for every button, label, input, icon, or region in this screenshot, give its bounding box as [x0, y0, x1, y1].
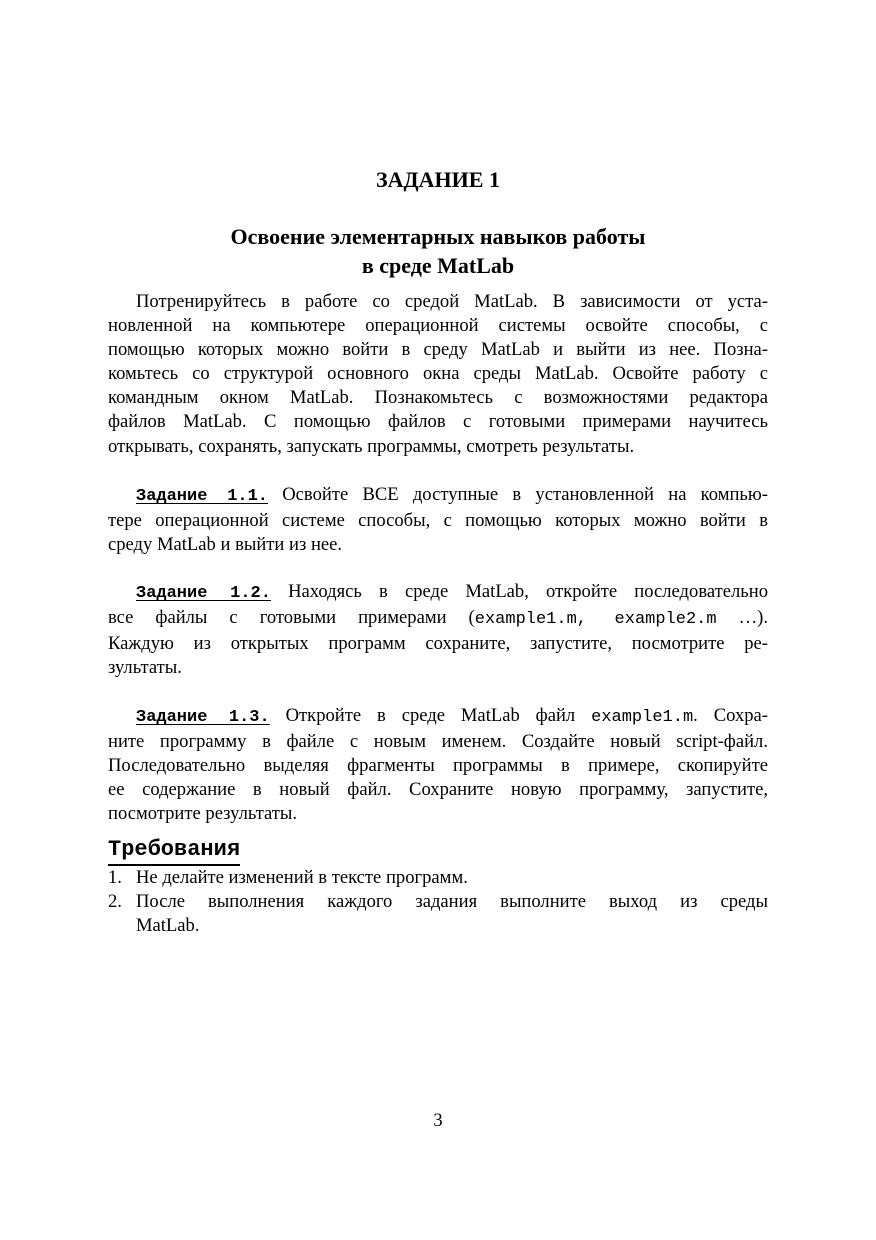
- task-1-1-line: [108, 483, 768, 509]
- subtitle-line-1: Освоение элементарных навыков работы: [230, 224, 646, 249]
- task-1-2-text: Находясь в среде MatLab, откройте последовательно: [270, 581, 768, 602]
- task-1-3-line: ее содержание в новый файл. Сохраните новую программу, запустите,: [108, 779, 768, 801]
- list-item-text: MatLab.: [136, 915, 200, 937]
- requirements-list: [108, 866, 768, 938]
- task-1-1-text: Освойте ВСЕ доступные в установленной на компью-: [268, 484, 768, 505]
- task-1-3-line: ните программу в файле с новым именем. Создайте новый script-файл.: [108, 731, 768, 753]
- intro-line: Потренируйтесь в работе со средой MatLab. В зависимости от уста-: [136, 291, 768, 312]
- task-1-2-text: …).: [716, 607, 768, 629]
- page-number: 3: [433, 1110, 443, 1131]
- task-1-2-line: [108, 606, 768, 632]
- intro-line: файлов MatLab. С помощью файлов с готовыми примерами научитесь: [108, 411, 768, 433]
- list-item: [108, 866, 768, 890]
- task-subtitle: [108, 222, 768, 280]
- task-1-2-line: Каждую из открытых программ сохраните, запустите, посмотрите ре-: [108, 633, 768, 655]
- task-1-1-label: Задание 1.1.: [136, 487, 269, 506]
- list-item-text: Не делайте изменений в тексте программ.: [136, 867, 468, 888]
- list-item-number: 1.: [108, 867, 122, 888]
- intro-line: новленной на компьютере операционной системы освойте способы, с: [108, 315, 768, 337]
- list-item-text: После выполнения каждого задания выполните выход из среды: [136, 891, 768, 913]
- document-page: [108, 0, 768, 1240]
- subtitle-line-2: в среде MatLab: [361, 253, 515, 278]
- task-1-2-label: Задание 1.2.: [136, 584, 271, 603]
- example-file-code: example1.m: [591, 708, 694, 727]
- list-item: [108, 890, 768, 938]
- task-1-3-line: [108, 704, 768, 730]
- example-files-code: example1.m, example2.m: [474, 610, 717, 630]
- list-item-number: 2.: [108, 891, 122, 913]
- task-1-3-line: Последовательно выделяя фрагменты программы в примере, скопируйте: [108, 755, 768, 777]
- task-1-2-paragraph: [108, 580, 768, 680]
- task-1-2-line: [108, 580, 768, 606]
- intro-paragraph: [108, 290, 768, 459]
- intro-line: помощью которых можно войти в среду MatLab и выйти из нее. Позна-: [108, 339, 768, 361]
- task-1-1-line: тере операционной системе способы, с помощью которых можно войти в: [108, 510, 768, 532]
- task-1-1-line: среду MatLab и выйти из нее.: [108, 534, 343, 556]
- intro-line: командным окном MatLab. Познакомьтесь с возможностями редактора: [108, 387, 768, 409]
- task-1-3-paragraph: [108, 704, 768, 826]
- task-1-3-text: . Сохра-: [693, 705, 768, 726]
- intro-line: открывать, сохранять, запускать программы, смотреть результаты.: [108, 435, 635, 457]
- task-1-2-line: зультаты.: [108, 657, 182, 679]
- task-1-2-text: все файлы с готовыми примерами (: [108, 607, 475, 629]
- task-1-3-line: посмотрите результаты.: [108, 803, 298, 825]
- task-1-3-label: Задание 1.3.: [136, 708, 270, 727]
- task-1-3-text: Откройте в среде MatLab файл: [269, 705, 592, 726]
- intro-line: комьтесь со структурой основного окна среды MatLab. Освойте работу с: [108, 363, 768, 385]
- task-title: ЗАДАНИЕ 1: [376, 167, 500, 192]
- requirements-heading: Требования: [108, 836, 240, 866]
- task-1-1-paragraph: [108, 483, 768, 557]
